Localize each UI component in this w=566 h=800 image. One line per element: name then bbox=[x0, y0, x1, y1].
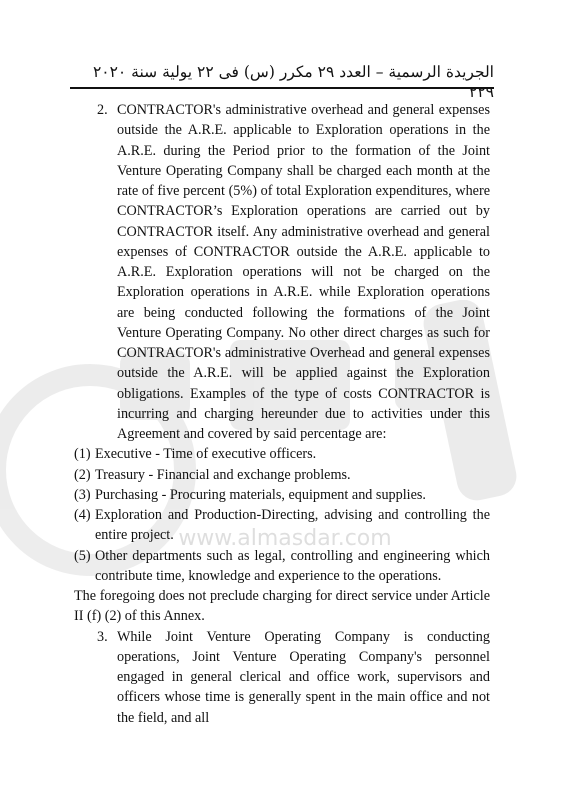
list-text: Other departments such as legal, controlling and engineering which contribute time, knowledge and experience to the operations. bbox=[95, 547, 490, 584]
list-text: Exploration and Production-Directing, advising and controlling the entire project. bbox=[95, 507, 490, 544]
header-divider bbox=[70, 87, 494, 89]
list-text: Executive - Time of executive officers. bbox=[95, 446, 317, 463]
list-text: Treasury - Financial and exchange problems. bbox=[95, 466, 351, 483]
list-label: (1) bbox=[74, 446, 91, 463]
list-label: (3) bbox=[74, 486, 91, 503]
page-body bbox=[74, 100, 490, 728]
item-text: CONTRACTOR's administrative overhead and general expenses outside the A.R.E. applicable to Exploration operations in the A.R.E. during the Period prior to the formation of the Joint Venture Operating Company shall be charged each month at the rate of five percent (5%) of total Exploration expenditures, where CONTRACTOR’s Exploration operations are carried out by CONTRACTOR itself. Any administrative overhead and general expenses of CONTRACTOR outside the A.R.E. applicable to A.R.E. Exploration operations will not be charged on the Exploration operations in A.R.E. while Exploration operations are being conducted following the formations of the Joint Venture Operating Company. No other direct charges as such for CONTRACTOR's administrative Overhead and general expenses outside the A.R.E. will be applied against the Exploration obligations. Examples of the type of costs CONTRACTOR is incurring and charging hereunder due to activities under this Agreement and covered by said percentage are: bbox=[117, 102, 490, 442]
numbered-item-2 bbox=[74, 100, 490, 444]
list-label: (5) bbox=[74, 547, 91, 564]
list-item-3 bbox=[74, 485, 490, 505]
item-number: 2. bbox=[97, 102, 108, 118]
list-item-4 bbox=[74, 505, 490, 546]
list-label: (4) bbox=[74, 507, 91, 523]
list-text: Purchasing - Procuring materials, equipment and supplies. bbox=[95, 486, 426, 503]
watermark-url: www.almasdar.com bbox=[178, 526, 392, 551]
foregoing-paragraph: The foregoing does not preclude charging for direct service under Article II (f) (2) of this Annex. bbox=[74, 588, 490, 625]
list-item-2 bbox=[74, 465, 490, 485]
list-item-1 bbox=[74, 444, 490, 464]
list-item-5 bbox=[74, 546, 490, 587]
list-label: (2) bbox=[74, 466, 91, 483]
numbered-item-3 bbox=[74, 627, 490, 728]
gazette-header: الجريدة الرسمية – العدد ٢٩ مكرر (س) فى ٢٢ يولية سنة ٢٠٢٠ ٢٢٩ bbox=[92, 63, 494, 101]
item-text: While Joint Venture Operating Company is conducting operations, Joint Venture Operating Company's personnel engaged in general clerical and office work, supervisors and officers whose time is generally spent in the main office and not the field, and all bbox=[117, 628, 490, 726]
item-number: 3. bbox=[97, 628, 108, 645]
